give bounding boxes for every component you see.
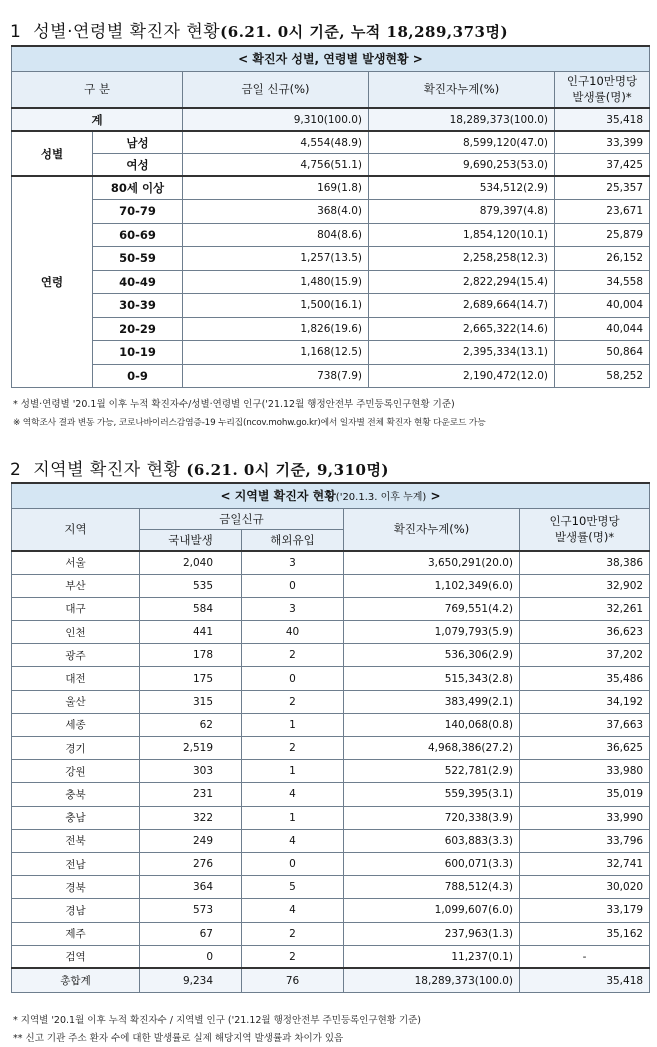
section2-note-1: * 지역별 '20.1월 이후 누적 확진자수 / 지역별 인구 ('21.12월 행정안전부 주민등록인구현황 기준) bbox=[13, 1015, 422, 1026]
cell-cum: 2,822,294(15.4) bbox=[369, 270, 555, 294]
cell-domestic: 178 bbox=[140, 644, 242, 667]
cell-cum: 4,968,386(27.2) bbox=[344, 737, 520, 760]
total-rate: 35,418 bbox=[520, 968, 650, 992]
cell-cum: 515,343(2.8) bbox=[344, 667, 520, 690]
cell-rate: 26,152 bbox=[555, 247, 650, 271]
table2-caption-end: > bbox=[426, 489, 441, 504]
cell-rate: 33,179 bbox=[520, 899, 650, 922]
cell-cum: 536,306(2.9) bbox=[344, 644, 520, 667]
cell-cum: 720,338(3.9) bbox=[344, 806, 520, 829]
region-name: 제주 bbox=[12, 922, 140, 945]
table2-caption-sub: ('20.1.3. 이후 누계) bbox=[335, 492, 427, 504]
cell-overseas: 40 bbox=[242, 621, 344, 644]
section1-note-1: * 성별·연령별 '20.1월 이후 누적 확진자수/성별·연령별 인구('21.12월 행정안전부 주민등록인구현황 기준) bbox=[13, 399, 455, 410]
region-name: 경남 bbox=[12, 899, 140, 922]
cell-cum: 879,397(4.8) bbox=[369, 200, 555, 224]
cell-rate: 34,558 bbox=[555, 270, 650, 294]
cell-cum: 2,395,334(13.1) bbox=[369, 341, 555, 365]
cell-rate: 33,796 bbox=[520, 829, 650, 852]
cell-domestic: 175 bbox=[140, 667, 242, 690]
section1-title-text: 성별·연령별 확진자 현황 bbox=[33, 22, 221, 42]
header-cumulative: 확진자누계(%) bbox=[344, 508, 520, 551]
cell-cum: 237,963(1.3) bbox=[344, 922, 520, 945]
cell-new: 1,500(16.1) bbox=[183, 294, 369, 318]
cell-domestic: 62 bbox=[140, 713, 242, 736]
region-name: 전북 bbox=[12, 829, 140, 852]
row-label: 60-69 bbox=[93, 223, 183, 247]
cell-overseas: 0 bbox=[242, 574, 344, 597]
header-today: 금일신규 bbox=[140, 508, 344, 529]
region-name: 충남 bbox=[12, 806, 140, 829]
row-label: 여성 bbox=[93, 154, 183, 177]
region-name: 세종 bbox=[12, 713, 140, 736]
section2-title-text: 지역별 확진자 현황 bbox=[33, 460, 181, 480]
region-name: 울산 bbox=[12, 690, 140, 713]
cell-overseas: 1 bbox=[242, 806, 344, 829]
section2-number: 2 bbox=[10, 460, 22, 480]
section1-note-2: ※ 역학조사 결과 변동 가능, 코로나바이러스감염증-19 누리집(ncov.mohw.go.kr)에서 일자별 전체 확진자 현황 다운로드 가능 bbox=[13, 418, 486, 428]
cell-domestic: 67 bbox=[140, 922, 242, 945]
cell-cum: 603,883(3.3) bbox=[344, 829, 520, 852]
table-gender-age bbox=[11, 45, 650, 388]
cell-overseas: 4 bbox=[242, 899, 344, 922]
age-group-label: 연령 bbox=[12, 176, 93, 388]
header-today-new: 금일 신규(%) bbox=[183, 71, 369, 108]
cell-cum: 522,781(2.9) bbox=[344, 760, 520, 783]
cell-overseas: 5 bbox=[242, 876, 344, 899]
cell-rate: 32,902 bbox=[520, 574, 650, 597]
row-label: 30-39 bbox=[93, 294, 183, 318]
region-name: 검역 bbox=[12, 945, 140, 968]
cell-cum: 769,551(4.2) bbox=[344, 597, 520, 620]
header-region: 지역 bbox=[12, 508, 140, 551]
cell-domestic: 2,519 bbox=[140, 737, 242, 760]
cell-rate: 37,663 bbox=[520, 713, 650, 736]
cell-cum: 140,068(0.8) bbox=[344, 713, 520, 736]
cell-domestic: 0 bbox=[140, 945, 242, 968]
cell-rate: - bbox=[520, 945, 650, 968]
cell-cum: 8,599,120(47.0) bbox=[369, 131, 555, 154]
cell-rate: 33,990 bbox=[520, 806, 650, 829]
cell-overseas: 3 bbox=[242, 551, 344, 574]
cell-overseas: 0 bbox=[242, 667, 344, 690]
cell-rate: 58,252 bbox=[555, 364, 650, 388]
cell-overseas: 4 bbox=[242, 783, 344, 806]
region-name: 충북 bbox=[12, 783, 140, 806]
row-label: 70-79 bbox=[93, 200, 183, 224]
cell-cum: 1,854,120(10.1) bbox=[369, 223, 555, 247]
cell-overseas: 1 bbox=[242, 713, 344, 736]
section2-title bbox=[10, 455, 389, 480]
cell-domestic: 2,040 bbox=[140, 551, 242, 574]
cell-overseas: 2 bbox=[242, 644, 344, 667]
cell-new: 1,826(19.6) bbox=[183, 317, 369, 341]
cell-rate: 37,202 bbox=[520, 644, 650, 667]
cell-cum: 2,258,258(12.3) bbox=[369, 247, 555, 271]
region-name: 대전 bbox=[12, 667, 140, 690]
row-label: 0-9 bbox=[93, 364, 183, 388]
cell-cum: 2,689,664(14.7) bbox=[369, 294, 555, 318]
header-category: 구 분 bbox=[12, 71, 183, 108]
cell-rate: 40,044 bbox=[555, 317, 650, 341]
cell-domestic: 276 bbox=[140, 852, 242, 875]
section1-title-bold: (6.21. 0시 기준, 누적 18,289,373명) bbox=[220, 23, 509, 41]
cell-cum: 383,499(2.1) bbox=[344, 690, 520, 713]
cell-rate: 25,879 bbox=[555, 223, 650, 247]
total-rate: 35,418 bbox=[555, 108, 650, 131]
row-label: 50-59 bbox=[93, 247, 183, 271]
cell-overseas: 2 bbox=[242, 690, 344, 713]
header-rate: 인구10만명당 발생률(명)* bbox=[555, 71, 650, 108]
cell-rate: 37,425 bbox=[555, 154, 650, 177]
gender-group-label: 성별 bbox=[12, 131, 93, 176]
region-name: 부산 bbox=[12, 574, 140, 597]
row-label: 10-19 bbox=[93, 341, 183, 365]
region-total-label: 총합계 bbox=[12, 968, 140, 992]
cell-cum: 3,650,291(20.0) bbox=[344, 551, 520, 574]
cell-domestic: 249 bbox=[140, 829, 242, 852]
cell-overseas: 4 bbox=[242, 829, 344, 852]
region-name: 광주 bbox=[12, 644, 140, 667]
header-domestic: 국내발생 bbox=[140, 529, 242, 551]
cell-domestic: 364 bbox=[140, 876, 242, 899]
cell-rate: 40,004 bbox=[555, 294, 650, 318]
cell-rate: 35,019 bbox=[520, 783, 650, 806]
cell-new: 804(8.6) bbox=[183, 223, 369, 247]
cell-overseas: 1 bbox=[242, 760, 344, 783]
cell-overseas: 2 bbox=[242, 737, 344, 760]
region-name: 경기 bbox=[12, 737, 140, 760]
table1-caption: < 확진자 성별, 연령별 발생현황 > bbox=[12, 46, 650, 71]
cell-overseas: 0 bbox=[242, 852, 344, 875]
cell-cum: 2,190,472(12.0) bbox=[369, 364, 555, 388]
region-name: 강원 bbox=[12, 760, 140, 783]
total-domestic: 9,234 bbox=[140, 968, 242, 992]
table2-caption bbox=[12, 483, 650, 508]
total-cum: 18,289,373(100.0) bbox=[344, 968, 520, 992]
cell-rate: 33,399 bbox=[555, 131, 650, 154]
total-cum: 18,289,373(100.0) bbox=[369, 108, 555, 131]
table2-caption-main: < 지역별 확진자 현황 bbox=[220, 489, 336, 504]
cell-new: 4,554(48.9) bbox=[183, 131, 369, 154]
section1-number: 1 bbox=[10, 22, 22, 42]
cell-rate: 33,980 bbox=[520, 760, 650, 783]
cell-cum: 600,071(3.3) bbox=[344, 852, 520, 875]
header-cumulative: 확진자누계(%) bbox=[369, 71, 555, 108]
section1-title bbox=[10, 17, 508, 42]
row-label: 20-29 bbox=[93, 317, 183, 341]
total-new: 9,310(100.0) bbox=[183, 108, 369, 131]
row-label: 80세 이상 bbox=[93, 176, 183, 200]
cell-rate: 36,623 bbox=[520, 621, 650, 644]
cell-new: 738(7.9) bbox=[183, 364, 369, 388]
cell-rate: 38,386 bbox=[520, 551, 650, 574]
total-label: 계 bbox=[12, 108, 183, 131]
cell-domestic: 322 bbox=[140, 806, 242, 829]
total-overseas: 76 bbox=[242, 968, 344, 992]
cell-domestic: 535 bbox=[140, 574, 242, 597]
cell-domestic: 441 bbox=[140, 621, 242, 644]
row-label: 40-49 bbox=[93, 270, 183, 294]
cell-rate: 50,864 bbox=[555, 341, 650, 365]
cell-new: 1,257(13.5) bbox=[183, 247, 369, 271]
table-region bbox=[11, 482, 650, 993]
cell-new: 1,480(15.9) bbox=[183, 270, 369, 294]
cell-cum: 1,079,793(5.9) bbox=[344, 621, 520, 644]
cell-rate: 35,486 bbox=[520, 667, 650, 690]
cell-cum: 534,512(2.9) bbox=[369, 176, 555, 200]
section2-note-2: ** 신고 기관 주소 환자 수에 대한 발생률로 실제 해당지역 발생률과 차이가 있음 bbox=[13, 1033, 344, 1044]
cell-domestic: 573 bbox=[140, 899, 242, 922]
cell-cum: 9,690,253(53.0) bbox=[369, 154, 555, 177]
cell-rate: 23,671 bbox=[555, 200, 650, 224]
cell-domestic: 584 bbox=[140, 597, 242, 620]
cell-cum: 11,237(0.1) bbox=[344, 945, 520, 968]
region-name: 대구 bbox=[12, 597, 140, 620]
cell-cum: 2,665,322(14.6) bbox=[369, 317, 555, 341]
header-rate: 인구10만명당 발생률(명)* bbox=[520, 508, 650, 551]
cell-new: 169(1.8) bbox=[183, 176, 369, 200]
cell-cum: 1,102,349(6.0) bbox=[344, 574, 520, 597]
cell-overseas: 2 bbox=[242, 922, 344, 945]
cell-new: 368(4.0) bbox=[183, 200, 369, 224]
row-label: 남성 bbox=[93, 131, 183, 154]
cell-new: 1,168(12.5) bbox=[183, 341, 369, 365]
cell-cum: 559,395(3.1) bbox=[344, 783, 520, 806]
cell-rate: 34,192 bbox=[520, 690, 650, 713]
region-name: 경북 bbox=[12, 876, 140, 899]
cell-rate: 35,162 bbox=[520, 922, 650, 945]
section2-title-bold: (6.21. 0시 기준, 9,310명) bbox=[186, 461, 390, 479]
cell-cum: 1,099,607(6.0) bbox=[344, 899, 520, 922]
cell-rate: 36,625 bbox=[520, 737, 650, 760]
region-name: 전남 bbox=[12, 852, 140, 875]
cell-rate: 32,741 bbox=[520, 852, 650, 875]
cell-new: 4,756(51.1) bbox=[183, 154, 369, 177]
cell-cum: 788,512(4.3) bbox=[344, 876, 520, 899]
cell-rate: 32,261 bbox=[520, 597, 650, 620]
cell-domestic: 231 bbox=[140, 783, 242, 806]
cell-rate: 25,357 bbox=[555, 176, 650, 200]
cell-domestic: 303 bbox=[140, 760, 242, 783]
region-name: 인천 bbox=[12, 621, 140, 644]
cell-overseas: 2 bbox=[242, 945, 344, 968]
header-overseas: 해외유입 bbox=[242, 529, 344, 551]
cell-domestic: 315 bbox=[140, 690, 242, 713]
cell-rate: 30,020 bbox=[520, 876, 650, 899]
region-name: 서울 bbox=[12, 551, 140, 574]
cell-overseas: 3 bbox=[242, 597, 344, 620]
